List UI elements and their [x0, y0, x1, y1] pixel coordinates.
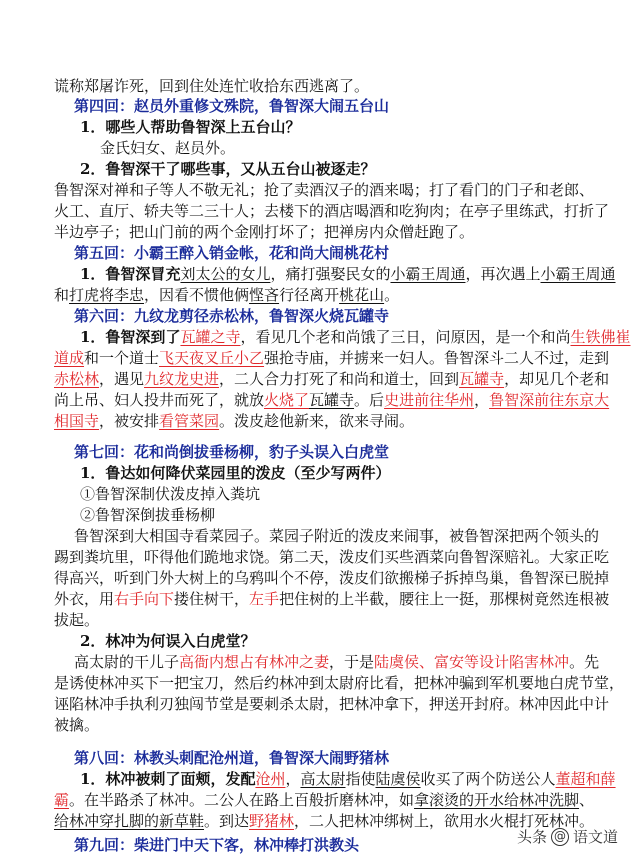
text-segment: 把住树的上半截，腰往上一挺，那棵树竟然连根被	[279, 590, 610, 608]
answer-line	[54, 411, 414, 431]
watermark-name: 语文道	[572, 828, 618, 846]
underlined-term: 陆虞侯	[375, 770, 421, 788]
text-segment: ，二人把林冲绑树上，欲用水火棍打死林冲。	[294, 812, 595, 830]
text-segment: 1．林冲被刺了面颊，发配	[80, 770, 256, 788]
answer-line	[80, 769, 616, 789]
underlined-term: 小霸王周通	[390, 265, 466, 283]
text-segment: ，因看不惯他俩	[144, 286, 250, 304]
text-segment: 尚上吊、妇人投井而死了，就放	[54, 391, 265, 409]
answer-line: 鲁智深对禅和子等人不敬无礼；抢了卖酒汉子的酒来喝；打了看门的门子和老郎、	[54, 181, 595, 199]
chapter-8-title: 第八回：林教头刺配沧州道，鲁智深大闹野猪林	[74, 749, 390, 767]
question-4-1: 1．哪些人帮助鲁智深上五台山？	[80, 118, 301, 136]
underlined-term: 拿滚烫的开水给林冲洗脚	[414, 791, 580, 809]
text-segment: 。	[384, 286, 400, 304]
underlined-term: 打虎将李忠	[69, 286, 145, 304]
watermark-prefix: 头条	[516, 828, 547, 846]
text-segment: ，被安排	[99, 412, 160, 430]
highlighted-term: 右手向下	[114, 590, 175, 608]
highlighted-term: 史进前往华州	[384, 391, 475, 409]
text-segment: ，遇见	[99, 370, 145, 388]
answer-line: 拔起。	[54, 611, 100, 629]
text-segment: 和一个道士	[84, 349, 160, 367]
text-segment: 。后	[354, 391, 385, 409]
highlighted-term: 左手	[249, 590, 280, 608]
answer-line	[54, 790, 594, 810]
text-segment: 1．鲁智深到了	[80, 328, 181, 346]
question-4-2: 2．鲁智深干了哪些事，又从五台山被逐走？	[80, 160, 376, 178]
answer-line	[80, 327, 631, 347]
highlighted-term: 野猪林	[249, 812, 295, 830]
underlined-term: 桃花山	[339, 286, 385, 304]
highlighted-term: 瓦罐寺	[459, 370, 505, 388]
paragraph-line: 谎称郑屠诈死，回到住处连忙收拾东西逃离了。	[54, 77, 370, 95]
chapter-6-title: 第六回：九纹龙剪径赤松林，鲁智深火烧瓦罐寺	[74, 307, 390, 325]
text-segment: 。泼皮趁他新来，欲来寻闹。	[219, 412, 415, 430]
highlighted-term: 沧州	[255, 770, 286, 788]
text-segment: 外衣，用	[54, 590, 115, 608]
question-7-2: 2．林冲为何误入白虎堂？	[80, 632, 256, 650]
text-segment: 、	[579, 791, 595, 809]
text-segment: 指使	[345, 770, 376, 788]
answer-line	[54, 390, 609, 410]
answer-line: 踢到粪坑里，吓得他们跪地求饶。第二天，泼皮们买些酒菜向鲁智深赔礼。大家正吃	[54, 548, 610, 566]
answer-line	[74, 652, 599, 672]
text-segment: 1．鲁智深冒充	[80, 265, 181, 283]
text-segment: ，看见几个老和尚饿了三日，问原因，是一个和尚	[240, 328, 571, 346]
text-segment: ，再次遇上	[465, 265, 541, 283]
highlighted-term: 瓦罐之寺	[180, 328, 241, 346]
text-segment: 。先	[569, 653, 600, 671]
text-segment: 和	[54, 286, 70, 304]
highlighted-term: 相国寺	[54, 412, 100, 430]
answer-4-1: 金氏妇女、赵员外。	[100, 139, 236, 157]
text-segment: 。到达	[204, 812, 250, 830]
list-item: ①鲁智深制伏泼皮掉入粪坑	[80, 485, 261, 503]
chapter-7-title: 第七回：花和尚倒拔垂杨柳，豹子头误入白虎堂	[74, 443, 390, 461]
answer-line	[54, 369, 609, 389]
underlined-term: 瓦罐寺	[309, 391, 355, 409]
highlighted-term: 看管菜园	[159, 412, 220, 430]
answer-line: 火工、直厅、轿夫等二三十人；去楼下的酒店喝酒和吃狗肉；在亭子里练武，打折了	[54, 202, 610, 220]
highlighted-term: 霸	[54, 791, 70, 809]
highlighted-term: 火烧了	[264, 391, 310, 409]
answer-line	[54, 285, 399, 305]
underlined-term: 悭吝	[249, 286, 280, 304]
text-segment: ，	[474, 391, 490, 409]
highlighted-term: 飞天夜叉丘小乙	[159, 349, 265, 367]
highlighted-term: 鲁智深前往东京大	[489, 391, 610, 409]
list-item: ②鲁智深倒拔垂杨柳	[80, 506, 216, 524]
at-icon: @	[551, 828, 569, 846]
highlighted-term: 董超和薛	[555, 770, 616, 788]
chapter-4-title: 第四回：赵员外重修文殊院，鲁智深大闹五台山	[74, 97, 390, 115]
answer-line	[54, 589, 609, 609]
answer-line: 半边亭子；把山门前的两个金刚打坏了；把禅房内众僧赶跑了。	[54, 223, 475, 241]
text-segment: 收买了两个防送公人	[420, 770, 556, 788]
highlighted-term: 生铁佛崔	[570, 328, 631, 346]
text-segment: ，	[285, 770, 301, 788]
chapter-5-title: 第五回：小霸王醉入销金帐，花和尚大闹桃花村	[74, 244, 390, 262]
watermark	[517, 826, 618, 847]
answer-line	[54, 811, 594, 831]
underlined-term: 给林冲穿扎脚的新草鞋	[54, 812, 205, 830]
underlined-term: 小霸王周通	[540, 265, 616, 283]
text-segment: 。在半路杀了林冲。二公人在路上百般折磨林冲，如	[69, 791, 415, 809]
highlighted-term: 道成	[54, 349, 85, 367]
answer-line: 诬陷林冲手执利刃独闯节堂是要刺杀太尉，把林冲拿下，押送开封府。林冲因此中计	[54, 695, 610, 713]
text-segment: ，于是	[329, 653, 375, 671]
highlighted-term: 高衙内想占有林冲之妻	[179, 653, 330, 671]
text-segment: ，二人合力打死了和尚和道士，回到	[219, 370, 460, 388]
highlighted-term: 陆虞侯、富安等设计陷害林冲	[374, 653, 570, 671]
text-segment: 搂住树干，	[174, 590, 250, 608]
underlined-term: 刘太公的女儿	[180, 265, 271, 283]
question-7-1: 1．鲁达如何降伏菜园里的泼皮（至少写两件）	[80, 464, 391, 482]
highlighted-term: 赤松林	[54, 370, 100, 388]
text-segment: ，痛打强娶民女的	[270, 265, 391, 283]
answer-line: 是诱使林冲买下一把宝刀，然后约林冲到太尉府比看，把林冲骗到军机要地白虎节堂，	[54, 674, 625, 692]
answer-line	[54, 348, 609, 368]
answer-line: 被擒。	[54, 716, 100, 734]
answer-line: 鲁智深到大相国寺看菜园子。菜园子附近的泼皮来闹事，被鲁智深把两个领头的	[74, 527, 600, 545]
text-segment: 高太尉的干儿子	[74, 653, 180, 671]
text-segment: 强抢寺庙，并掳来一妇人。鲁智深斗二人不过，走到	[264, 349, 610, 367]
text-segment: 行径离开	[279, 286, 340, 304]
chapter-9-title: 第九回：柴进门中天下客，林冲棒打洪教头	[74, 836, 360, 854]
text-segment: ，却见几个老和	[504, 370, 610, 388]
answer-line	[80, 264, 616, 284]
highlighted-term: 九纹龙史进	[144, 370, 220, 388]
answer-line: 得高兴，听到门外大树上的乌鸦叫个不停，泼皮们欲搬梯子拆掉鸟巢，鲁智深已脱掉	[54, 569, 610, 587]
underlined-term: 高太尉	[300, 770, 346, 788]
